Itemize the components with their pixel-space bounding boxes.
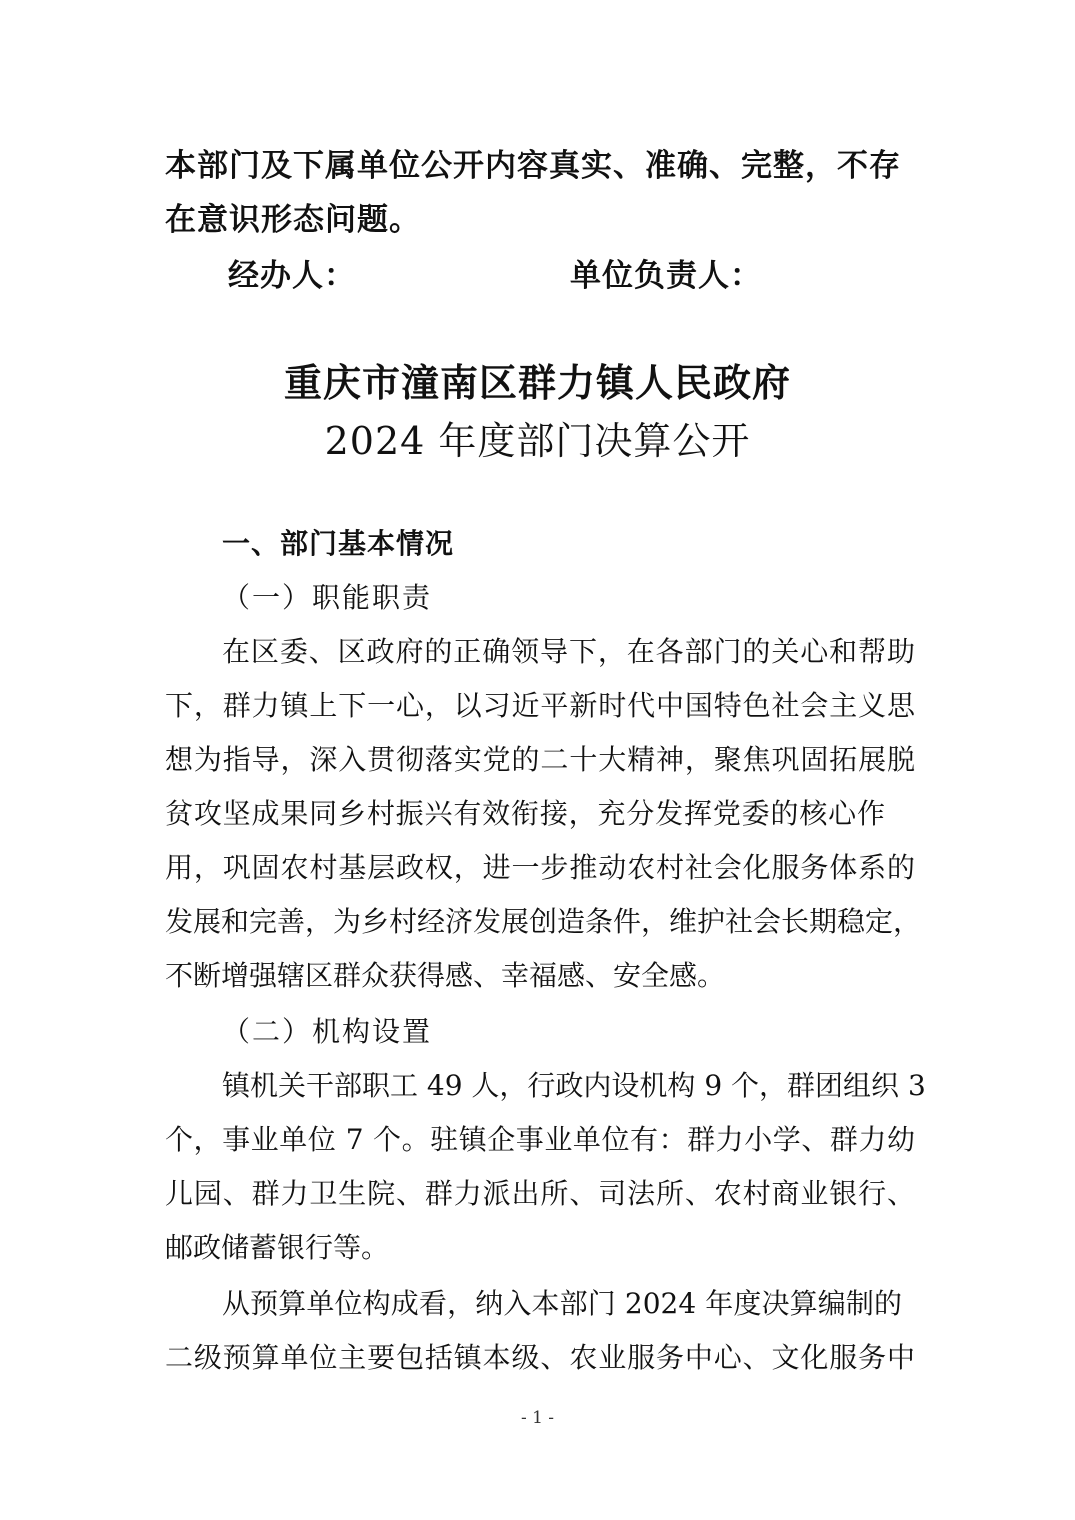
subsection-heading-organization: （二）机构设置 xyxy=(222,1015,433,1048)
intro-line-2: 在意识形态问题。 xyxy=(165,202,421,238)
paragraph-line: 贫攻坚成果同乡村振兴有效衔接，充分发挥党委的核心作 xyxy=(165,797,885,830)
leader-label: 单位负责人： xyxy=(570,258,762,294)
page-number: - 1 - xyxy=(520,1408,555,1428)
paragraph-line: 从预算单位构成看，纳入本部门 2024 年度决算编制的 xyxy=(222,1287,902,1320)
subsection-heading-duties: （一）职能职责 xyxy=(222,581,433,614)
page-subtitle: 2024 年度部门决算公开 xyxy=(324,419,751,463)
paragraph-line: 二级预算单位主要包括镇本级、农业服务中心、文化服务中 xyxy=(165,1341,915,1374)
paragraph-line: 儿园、群力卫生院、群力派出所、司法所、农村商业银行、 xyxy=(165,1177,915,1210)
section-heading: 一、部门基本情况 xyxy=(222,527,455,560)
paragraph-line: 邮政储蓄银行等。 xyxy=(165,1231,390,1264)
paragraph-line: 在区委、区政府的正确领导下，在各部门的关心和帮助 xyxy=(222,635,915,668)
handler-label: 经办人： xyxy=(228,258,356,294)
paragraph-line: 发展和完善，为乡村经济发展创造条件，维护社会长期稳定， xyxy=(165,905,922,938)
paragraph-line: 下，群力镇上下一心，以习近平新时代中国特色社会主义思 xyxy=(165,689,915,722)
paragraph-line: 不断增强辖区群众获得感、幸福感、安全感。 xyxy=(165,959,726,992)
paragraph-line: 想为指导，深入贯彻落实党的二十大精神，聚焦巩固拓展脱 xyxy=(165,743,915,776)
page-title: 重庆市潼南区群力镇人民政府 xyxy=(283,360,791,405)
paragraph-line: 用，巩固农村基层政权，进一步推动农村社会化服务体系的 xyxy=(165,851,915,884)
paragraph-line: 个，事业单位 7 个。驻镇企事业单位有：群力小学、群力幼 xyxy=(165,1123,915,1156)
paragraph-line: 镇机关干部职工 49 人，行政内设机构 9 个，群团组织 3 xyxy=(222,1069,926,1102)
intro-line-1: 本部门及下属单位公开内容真实、准确、完整，不存 xyxy=(165,148,901,184)
